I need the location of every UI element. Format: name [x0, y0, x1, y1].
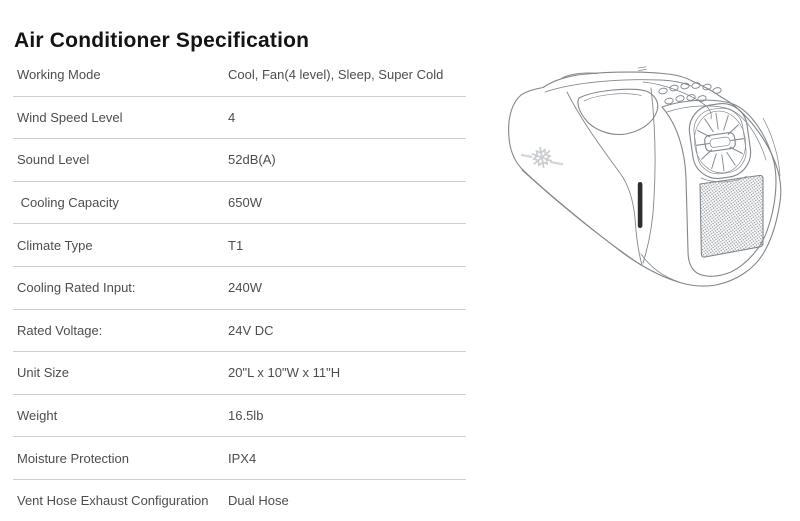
product-illustration — [495, 58, 795, 308]
spec-value: 4 — [228, 109, 236, 125]
spec-value: 20"L x 10"W x 11"H — [228, 365, 341, 381]
spec-value: 650W — [228, 195, 262, 211]
table-row — [13, 139, 466, 182]
table-row — [13, 97, 466, 140]
spec-label: Cooling Capacity — [17, 195, 119, 211]
spec-value: 240W — [228, 280, 262, 296]
table-row — [13, 267, 466, 310]
table-row — [13, 437, 466, 480]
dark-slot — [638, 182, 643, 228]
table-row — [13, 310, 466, 353]
spec-label: Vent Hose Exhaust Configuration — [17, 493, 209, 509]
table-row — [13, 395, 466, 438]
spec-value: 52dB(A) — [228, 152, 276, 168]
fan-outlet — [686, 100, 754, 182]
handle-cutout — [578, 89, 658, 134]
spec-value: 16.5lb — [228, 408, 264, 424]
spec-value: IPX4 — [228, 450, 257, 466]
exhaust-grille — [700, 175, 763, 257]
page-title: Air Conditioner Specification — [14, 29, 310, 53]
fan-center-cap — [704, 132, 736, 152]
table-row — [13, 54, 466, 97]
table-row — [13, 480, 466, 521]
spec-value: 24V DC — [228, 322, 274, 338]
body-seams — [522, 88, 679, 282]
spec-table — [13, 54, 466, 521]
snowflake-icon: ❅ — [527, 139, 557, 177]
device-handle — [545, 67, 691, 92]
spec-label: Sound Level — [17, 152, 90, 168]
spec-label: Moisture Protection — [17, 450, 129, 466]
table-row — [13, 224, 466, 267]
brand-logo — [522, 139, 562, 177]
spec-label: Unit Size — [17, 365, 70, 381]
spec-value: Dual Hose — [228, 493, 289, 509]
table-row — [13, 352, 466, 395]
spec-value: Cool, Fan(4 level), Sleep, Super Cold — [228, 67, 444, 83]
spec-value: T1 — [228, 237, 244, 253]
spec-label: Cooling Rated Input: — [17, 280, 136, 296]
spec-label: Wind Speed Level — [17, 109, 123, 125]
spec-label: Weight — [17, 408, 58, 424]
spec-label: Climate Type — [17, 237, 93, 253]
spec-label: Rated Voltage: — [17, 322, 103, 338]
spec-label: Working Mode — [17, 67, 101, 83]
table-row — [13, 182, 466, 225]
